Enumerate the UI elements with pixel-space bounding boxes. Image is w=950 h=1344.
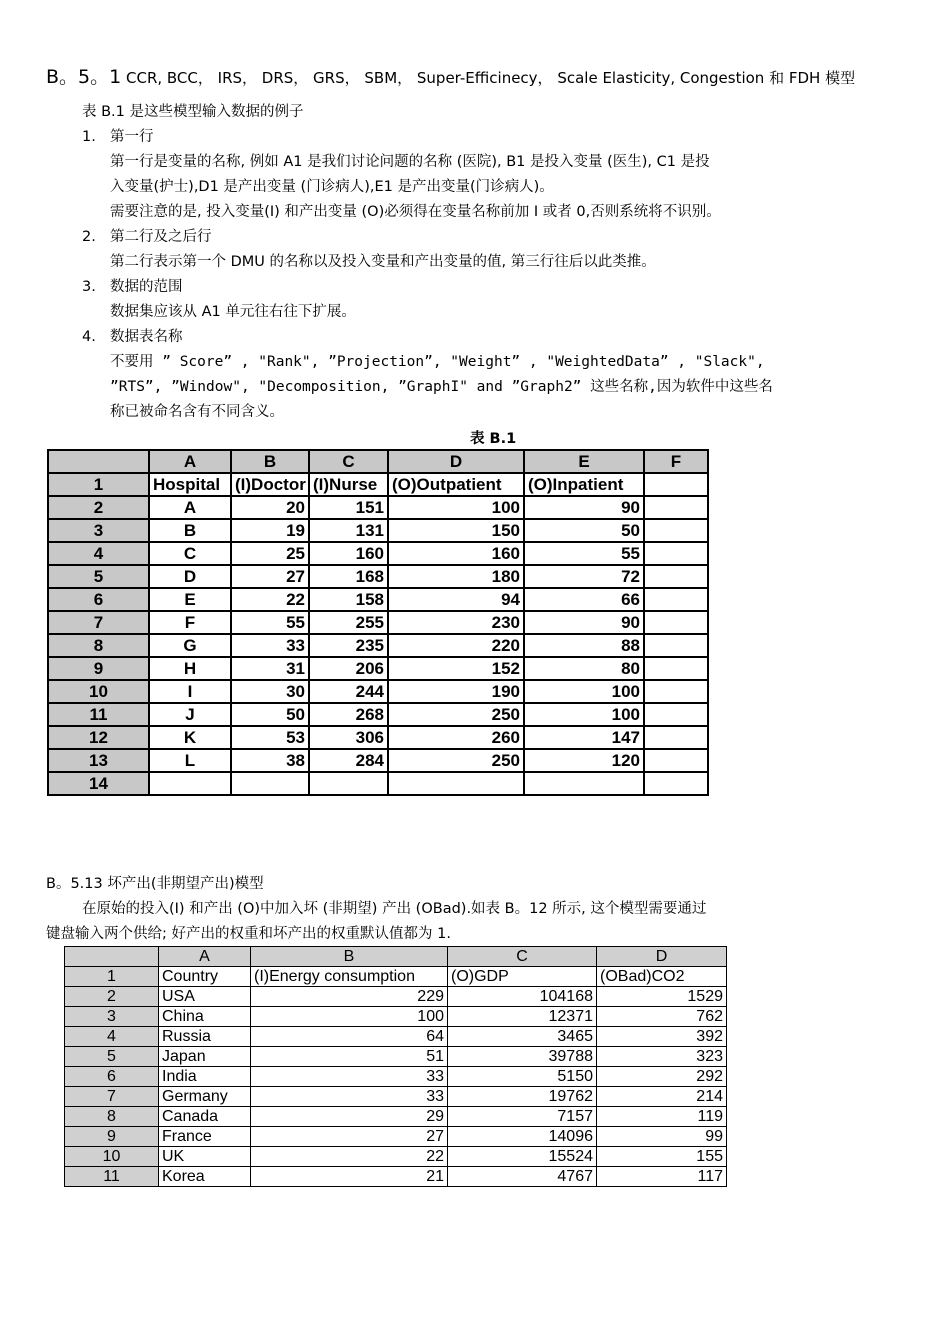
table-cell[interactable]: 155 — [597, 1147, 727, 1167]
table-cell[interactable] — [644, 680, 708, 703]
row-header[interactable]: 6 — [48, 588, 149, 611]
row-header[interactable]: 6 — [65, 1067, 159, 1087]
table-cell[interactable]: 255 — [309, 611, 388, 634]
table-cell[interactable]: 206 — [309, 657, 388, 680]
table-cell[interactable]: 21 — [251, 1167, 448, 1187]
table-row — [48, 496, 708, 519]
table-cell[interactable]: 38 — [231, 749, 309, 772]
item-2-number: 2. — [82, 229, 96, 245]
table-cell[interactable] — [644, 657, 708, 680]
column-header[interactable]: A — [149, 450, 231, 473]
row-header[interactable]: 12 — [48, 726, 149, 749]
table-cell[interactable]: 160 — [388, 542, 524, 565]
table-cell[interactable]: 33 — [231, 634, 309, 657]
table-cell[interactable] — [644, 611, 708, 634]
row-header[interactable]: 13 — [48, 749, 149, 772]
table-cell[interactable]: 64 — [251, 1027, 448, 1047]
table-cell[interactable]: 1529 — [597, 987, 727, 1007]
table-row — [48, 473, 708, 496]
table-cell[interactable] — [644, 542, 708, 565]
table-cell[interactable] — [644, 496, 708, 519]
table-row — [48, 726, 708, 749]
table-cell[interactable]: 5150 — [448, 1067, 597, 1087]
table-cell[interactable]: 33 — [251, 1067, 448, 1087]
table-cell[interactable]: 100 — [388, 496, 524, 519]
row-header[interactable]: 1 — [65, 967, 159, 987]
table-cell[interactable]: K — [149, 726, 231, 749]
row-header[interactable]: 9 — [65, 1127, 159, 1147]
table-cell[interactable]: 27 — [251, 1127, 448, 1147]
table-cell[interactable]: 22 — [251, 1147, 448, 1167]
table-cell[interactable]: C — [149, 542, 231, 565]
table-cell[interactable]: (O)GDP — [448, 967, 597, 987]
column-header[interactable]: A — [159, 947, 251, 967]
item-3-title: 数据的范围 — [110, 279, 183, 295]
table-cell[interactable]: 268 — [309, 703, 388, 726]
table-cell[interactable]: 160 — [309, 542, 388, 565]
table-cell[interactable]: A — [149, 496, 231, 519]
row-header[interactable]: 1 — [48, 473, 149, 496]
table-row — [48, 657, 708, 680]
table-cell[interactable]: USA — [159, 987, 251, 1007]
item-4-line: 不要用 ” Score” , "Rank", ”Projection”, "Weight” , "WeightedData” , "Slack", — [110, 354, 765, 370]
table-cell[interactable]: L — [149, 749, 231, 772]
item-1-number: 1. — [82, 129, 96, 145]
table-cell[interactable]: 147 — [524, 726, 644, 749]
column-header-row — [48, 450, 708, 473]
table-row — [48, 588, 708, 611]
table-cell[interactable]: 284 — [309, 749, 388, 772]
table-cell[interactable]: 158 — [309, 588, 388, 611]
table-cell[interactable]: F — [149, 611, 231, 634]
section-heading — [46, 62, 855, 89]
table-cell[interactable]: E — [149, 588, 231, 611]
table-cell[interactable]: Canada — [159, 1107, 251, 1127]
table-cell[interactable]: 31 — [231, 657, 309, 680]
table-cell[interactable]: 12371 — [448, 1007, 597, 1027]
table-cell[interactable]: (I)Doctor — [231, 473, 309, 496]
table-cell[interactable]: 72 — [524, 565, 644, 588]
intro-text: 表 B.1 是这些模型输入数据的例子 — [82, 104, 304, 120]
column-header[interactable]: F — [644, 450, 708, 473]
section2-line: 在原始的投入(I) 和产出 (O)中加入坏 (非期望) 产出 (OBad).如表 B。12 所示, 这个模型需要通过 — [82, 901, 707, 917]
corner-cell[interactable] — [48, 450, 149, 473]
table-cell[interactable]: Russia — [159, 1027, 251, 1047]
item-1-line: 入变量(护士),D1 是产出变量 (门诊病人),E1 是产出变量(门诊病人)。 — [110, 179, 554, 195]
table-cell[interactable] — [644, 519, 708, 542]
table-cell[interactable]: France — [159, 1127, 251, 1147]
table-cell[interactable]: 762 — [597, 1007, 727, 1027]
table-b1 — [47, 449, 709, 796]
table-row — [65, 967, 727, 987]
table-cell[interactable]: 260 — [388, 726, 524, 749]
table-cell[interactable] — [644, 726, 708, 749]
row-header[interactable]: 11 — [65, 1167, 159, 1187]
column-header[interactable]: D — [597, 947, 727, 967]
table-cell[interactable]: 306 — [309, 726, 388, 749]
row-header[interactable]: 4 — [48, 542, 149, 565]
item-1-line: 需要注意的是, 投入变量(I) 和产出变量 (O)必须得在变量名称前加 I 或者 0,否则系统将不识别。 — [110, 204, 721, 220]
table-cell[interactable]: 7157 — [448, 1107, 597, 1127]
table-cell[interactable]: 50 — [231, 703, 309, 726]
table-cell[interactable]: 104168 — [448, 987, 597, 1007]
table-cell[interactable]: Japan — [159, 1047, 251, 1067]
table-cell[interactable]: 29 — [251, 1107, 448, 1127]
table-cell[interactable]: 323 — [597, 1047, 727, 1067]
row-header[interactable]: 14 — [48, 772, 149, 795]
row-header[interactable]: 8 — [48, 634, 149, 657]
row-header[interactable]: 10 — [48, 680, 149, 703]
table-cell[interactable]: 168 — [309, 565, 388, 588]
table-cell[interactable]: 90 — [524, 611, 644, 634]
item-1-title: 第一行 — [110, 129, 154, 145]
table-row — [48, 749, 708, 772]
row-header[interactable]: 9 — [48, 657, 149, 680]
table-row — [65, 1027, 727, 1047]
table-cell[interactable]: 152 — [388, 657, 524, 680]
table-b12 — [64, 946, 727, 1187]
column-header-row — [65, 947, 727, 967]
table-cell[interactable]: I — [149, 680, 231, 703]
table-cell[interactable]: 55 — [231, 611, 309, 634]
table-cell[interactable]: 100 — [251, 1007, 448, 1027]
table-cell[interactable]: 235 — [309, 634, 388, 657]
table-cell[interactable]: 99 — [597, 1127, 727, 1147]
table-row — [48, 772, 708, 795]
table-cell[interactable]: Country — [159, 967, 251, 987]
table-cell[interactable]: 22 — [231, 588, 309, 611]
row-header[interactable]: 11 — [48, 703, 149, 726]
table-cell[interactable]: 292 — [597, 1067, 727, 1087]
table-cell[interactable]: (I)Nurse — [309, 473, 388, 496]
table-cell[interactable]: (O)Outpatient — [388, 473, 524, 496]
table-row — [65, 1067, 727, 1087]
table-row — [65, 1107, 727, 1127]
column-header[interactable]: C — [448, 947, 597, 967]
table-cell[interactable] — [644, 565, 708, 588]
table-cell[interactable]: 250 — [388, 749, 524, 772]
item-2-line: 第二行表示第一个 DMU 的名称以及投入变量和产出变量的值, 第三行往后以此类推。 — [110, 254, 656, 270]
table-row — [65, 1087, 727, 1107]
table-cell[interactable]: 4767 — [448, 1167, 597, 1187]
row-header[interactable]: 10 — [65, 1147, 159, 1167]
table-row — [48, 703, 708, 726]
table-cell[interactable]: 117 — [597, 1167, 727, 1187]
row-header[interactable]: 3 — [65, 1007, 159, 1027]
table-cell[interactable]: 244 — [309, 680, 388, 703]
table-row — [65, 1127, 727, 1147]
column-header[interactable]: D — [388, 450, 524, 473]
item-4-number: 4. — [82, 329, 96, 345]
table-cell[interactable]: 53 — [231, 726, 309, 749]
table-cell[interactable]: 94 — [388, 588, 524, 611]
table-cell[interactable]: 151 — [309, 496, 388, 519]
table-row — [65, 1007, 727, 1027]
table-cell[interactable]: B — [149, 519, 231, 542]
item-4-line: 称已被命名含有不同含义。 — [110, 404, 284, 420]
table-cell[interactable]: 100 — [524, 680, 644, 703]
table-cell[interactable]: 33 — [251, 1087, 448, 1107]
table-cell[interactable]: D — [149, 565, 231, 588]
table-cell[interactable]: 19 — [231, 519, 309, 542]
item-3-number: 3. — [82, 279, 96, 295]
table-cell[interactable]: 250 — [388, 703, 524, 726]
table-cell[interactable]: UK — [159, 1147, 251, 1167]
table-cell[interactable] — [388, 772, 524, 795]
row-header[interactable]: 8 — [65, 1107, 159, 1127]
table-cell[interactable]: 55 — [524, 542, 644, 565]
table-row — [48, 565, 708, 588]
row-header[interactable]: 5 — [48, 565, 149, 588]
table-cell[interactable]: 214 — [597, 1087, 727, 1107]
table-cell[interactable]: 14096 — [448, 1127, 597, 1147]
table-cell[interactable]: 392 — [597, 1027, 727, 1047]
row-header[interactable]: 2 — [48, 496, 149, 519]
table-cell[interactable]: 230 — [388, 611, 524, 634]
row-header[interactable]: 7 — [48, 611, 149, 634]
row-header[interactable]: 3 — [48, 519, 149, 542]
table-cell[interactable] — [644, 473, 708, 496]
table-cell[interactable]: 88 — [524, 634, 644, 657]
table-cell[interactable]: (O)Inpatient — [524, 473, 644, 496]
table-cell[interactable]: 119 — [597, 1107, 727, 1127]
table-cell[interactable]: 19762 — [448, 1087, 597, 1107]
table-cell[interactable]: 120 — [524, 749, 644, 772]
table-cell[interactable]: China — [159, 1007, 251, 1027]
table-cell[interactable]: 51 — [251, 1047, 448, 1067]
row-header[interactable]: 7 — [65, 1087, 159, 1107]
table-cell[interactable] — [644, 749, 708, 772]
table-cell[interactable]: 180 — [388, 565, 524, 588]
table-cell[interactable] — [644, 703, 708, 726]
table-row — [48, 680, 708, 703]
corner-cell[interactable] — [65, 947, 159, 967]
table-cell[interactable]: 220 — [388, 634, 524, 657]
table-cell[interactable]: 50 — [524, 519, 644, 542]
table-cell[interactable] — [309, 772, 388, 795]
table-row — [65, 1167, 727, 1187]
row-header[interactable]: 5 — [65, 1047, 159, 1067]
table-cell[interactable]: 150 — [388, 519, 524, 542]
table-b1-caption: 表 B.1 — [470, 431, 517, 447]
table-row — [65, 1047, 727, 1067]
table-cell[interactable]: 190 — [388, 680, 524, 703]
table-cell[interactable] — [149, 772, 231, 795]
item-1-line: 第一行是变量的名称, 例如 A1 是我们讨论问题的名称 (医院), B1 是投入变量 (医生), C1 是投 — [110, 154, 710, 170]
table-cell[interactable]: 90 — [524, 496, 644, 519]
column-header[interactable]: B — [231, 450, 309, 473]
table-cell[interactable]: 25 — [231, 542, 309, 565]
item-3-line: 数据集应该从 A1 单元往右往下扩展。 — [110, 304, 356, 320]
table-cell[interactable] — [644, 588, 708, 611]
section-number: B。5。1 — [46, 66, 122, 88]
table-row — [48, 634, 708, 657]
table-cell[interactable]: India — [159, 1067, 251, 1087]
item-2-title: 第二行及之后行 — [110, 229, 212, 245]
table-cell[interactable]: 229 — [251, 987, 448, 1007]
table-cell[interactable]: 27 — [231, 565, 309, 588]
column-header[interactable]: B — [251, 947, 448, 967]
table-cell[interactable]: 80 — [524, 657, 644, 680]
table-row — [48, 611, 708, 634]
section2-heading: B。5.13 坏产出(非期望产出)模型 — [46, 876, 264, 892]
table-cell[interactable]: 20 — [231, 496, 309, 519]
section-title: CCR, BCC， IRS， DRS， GRS， SBM， Super-Efficinecy， Scale Elasticity, Congestion 和 FDH 模型 — [126, 69, 856, 87]
table-cell[interactable] — [644, 634, 708, 657]
table-cell[interactable]: 30 — [231, 680, 309, 703]
section2-line: 键盘输入两个供给; 好产出的权重和坏产出的权重默认值都为 1. — [46, 926, 451, 942]
table-cell[interactable]: H — [149, 657, 231, 680]
table-cell[interactable] — [231, 772, 309, 795]
table-cell[interactable]: 100 — [524, 703, 644, 726]
table-cell[interactable]: (I)Energy consumption — [251, 967, 448, 987]
column-header[interactable]: C — [309, 450, 388, 473]
table-cell[interactable] — [644, 772, 708, 795]
table-row — [65, 987, 727, 1007]
table-cell[interactable]: 39788 — [448, 1047, 597, 1067]
item-4-title: 数据表名称 — [110, 329, 183, 345]
table-cell[interactable]: Germany — [159, 1087, 251, 1107]
item-4-line: ”RTS”, ”Window", "Decomposition, ”GraphI" and ”Graph2” 这些名称,因为软件中这些名 — [110, 379, 773, 395]
table-cell[interactable]: G — [149, 634, 231, 657]
table-cell[interactable]: Hospital — [149, 473, 231, 496]
row-header[interactable]: 2 — [65, 987, 159, 1007]
table-cell[interactable] — [524, 772, 644, 795]
row-header[interactable]: 4 — [65, 1027, 159, 1047]
table-cell[interactable]: 66 — [524, 588, 644, 611]
table-cell[interactable]: 3465 — [448, 1027, 597, 1047]
table-cell[interactable]: J — [149, 703, 231, 726]
column-header[interactable]: E — [524, 450, 644, 473]
table-row — [48, 519, 708, 542]
table-cell[interactable]: (OBad)CO2 — [597, 967, 727, 987]
table-row — [65, 1147, 727, 1167]
table-cell[interactable]: 15524 — [448, 1147, 597, 1167]
table-cell[interactable]: Korea — [159, 1167, 251, 1187]
table-cell[interactable]: 131 — [309, 519, 388, 542]
table-row — [48, 542, 708, 565]
